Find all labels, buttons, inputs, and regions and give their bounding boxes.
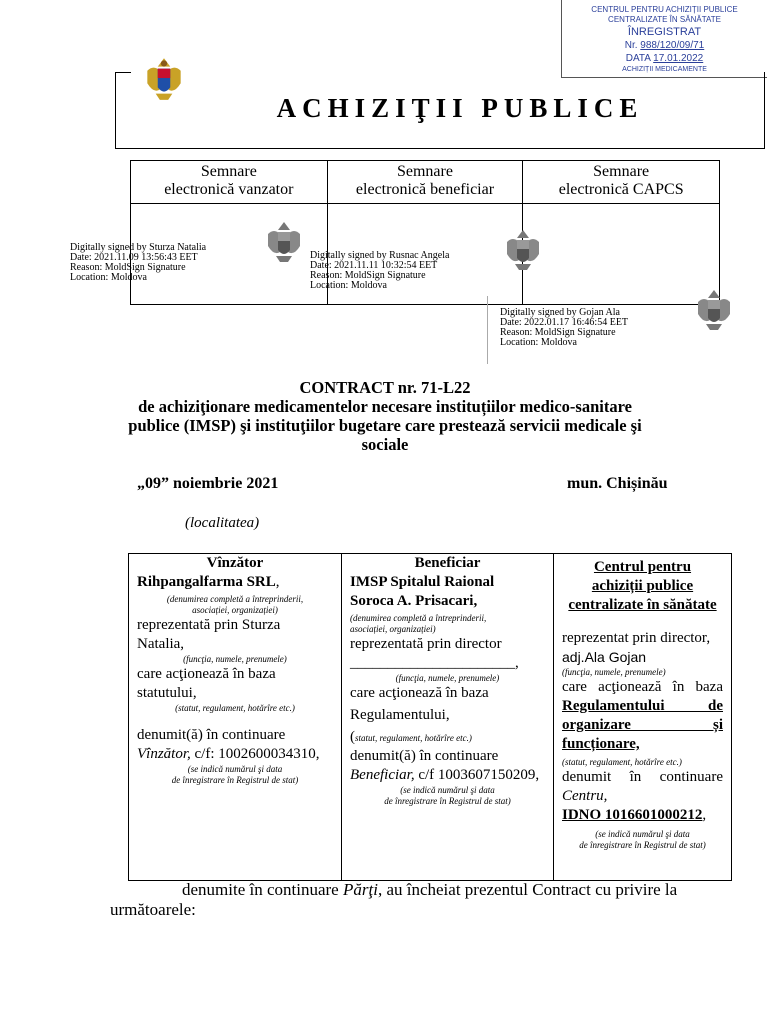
party-text: statutului,: [137, 685, 197, 701]
party-text: Natalia,: [137, 636, 185, 652]
sig-line: Digitally signed by Gojan Ala: [500, 307, 620, 318]
parties-table: [128, 553, 732, 881]
party-beneficiar: [341, 554, 553, 880]
digital-signature-capcs: [500, 308, 628, 348]
party-text: reprezentată prin director: [350, 636, 502, 652]
contract-title: CONTRACT nr. 71-L22: [299, 378, 471, 397]
party-text: organizare și: [562, 717, 723, 733]
sig-line: Date: 2022.01.17 16:46:54 EET: [500, 317, 629, 328]
party-heading: Centrul pentru: [593, 559, 692, 575]
party-note: (funcţia, numele, prenumele): [395, 673, 500, 683]
party-note: (funcţia, numele, prenumele): [183, 654, 287, 664]
party-name: Rihpangalfarma SRL,: [137, 574, 280, 590]
sig-line: Digitally signed by Rusnac Angela: [310, 250, 450, 261]
party-text: Regulamentului de: [562, 698, 723, 714]
contract-subtitle: de achiziţionare medicamentelor necesare instituțiilor medico-sanitare: [138, 397, 632, 416]
sig-col-label: Semnare: [200, 163, 257, 180]
signature-seal-icon: [503, 224, 543, 272]
party-note: (statut, regulament, hotărîre etc.): [175, 703, 295, 713]
sig-line: Date: 2021.11.11 10:32:54 EET: [310, 260, 438, 271]
signature-seal-icon: [264, 216, 304, 264]
sig-col-label: electronică vanzator: [164, 181, 294, 198]
contract-heading: [110, 378, 660, 454]
sig-col-label: electronică CAPCS: [558, 181, 684, 198]
party-text: reprezentat prin director,: [562, 630, 711, 646]
contract-city: mun. Chișinău: [567, 475, 668, 492]
party-name: Soroca A. Prisacari,: [350, 593, 478, 609]
sig-line: Reason: MoldSign Signature: [500, 327, 616, 338]
party-heading: Vînzător: [206, 555, 264, 571]
party-note: (funcţia, numele, prenumele): [562, 667, 666, 677]
party-idno: IDNO 1016601000212,: [562, 807, 707, 823]
party-centru: [553, 554, 731, 880]
party-note: de înregistrare în Registrul de stat): [579, 840, 706, 850]
party-text: care acţionează în baza: [137, 666, 276, 682]
stamp-date: [562, 52, 767, 65]
party-note: (statut, regulament, hotărîre etc.): [562, 757, 682, 767]
stamp-date-value: 17.01.2022: [653, 53, 704, 64]
coat-of-arms-icon: [142, 52, 186, 102]
party-text: Regulamentului,: [350, 707, 450, 723]
page-title: ACHIZIŢII PUBLICE: [276, 93, 644, 123]
stamp-number-value: 988/120/09/71: [640, 40, 705, 51]
contract-date: „09” noiembrie 2021: [137, 475, 279, 492]
contract-subtitle: sociale: [361, 435, 409, 454]
sig-cell-capcs: [523, 204, 720, 305]
party-text: denumit în continuare: [562, 769, 723, 785]
party-heading: centralizate în sănătate: [568, 597, 717, 613]
party-vanzator: [129, 554, 341, 880]
digital-signature-vanzator: [70, 243, 206, 283]
closing-line: denumite în continuare Părţi, au încheiat prezentul Contract cu privire la: [182, 880, 678, 899]
party-text: care acţionează în baza: [562, 679, 723, 695]
registration-stamp: [561, 0, 767, 78]
sig-line: Location: Moldova: [70, 272, 147, 283]
sig-col-label: Semnare: [396, 163, 453, 180]
closing-line: următoarele:: [110, 900, 196, 919]
stamp-line-6: ACHIZIȚII MEDICAMENTE: [622, 66, 707, 73]
party-note-row: (statut, regulament, hotărîre etc.): [350, 729, 472, 745]
party-text: Centru,: [562, 788, 608, 804]
sig-col-label: Semnare: [593, 163, 650, 180]
party-note: asociației, organizației): [350, 624, 436, 634]
party-text: care acţionează în baza: [350, 685, 489, 701]
party-note: (se indică numărul şi data: [595, 829, 690, 839]
party-name: IMSP Spitalul Raional: [350, 574, 495, 590]
stamp-number: [562, 39, 767, 52]
stamp-date-label: DATA: [625, 53, 651, 64]
party-heading: Beneficiar: [414, 555, 481, 571]
digital-signature-beneficiar: [310, 251, 449, 291]
party-text: ______________________,: [350, 655, 519, 671]
party-heading: achiziții publice: [591, 578, 694, 594]
sig-line: Reason: MoldSign Signature: [310, 270, 426, 281]
party-text: Vînzător, c/f: 1002600034310,: [137, 746, 320, 762]
party-note: asociației, organizației): [192, 605, 278, 615]
party-text: reprezentată prin Sturza: [137, 617, 281, 633]
sig-line: Location: Moldova: [310, 280, 387, 291]
sig-line: Reason: MoldSign Signature: [70, 262, 186, 273]
party-note: (denumirea completă a întreprinderii,: [350, 613, 487, 623]
stamp-line-3: ÎNREGISTRAT: [627, 26, 702, 38]
party-text: funcționare,: [562, 736, 640, 752]
sig-line: Date: 2021.11.09 13:56:43 EET: [70, 252, 198, 263]
locality-note: (localitatea): [185, 515, 260, 531]
party-note: (se indică numărul şi data: [400, 785, 495, 795]
signature-divider: [487, 296, 488, 364]
stamp-number-label: Nr.: [624, 40, 638, 51]
signature-seal-icon: [694, 284, 734, 332]
party-note: (se indică numărul şi data: [187, 764, 283, 774]
party-note: de înregistrare în Registrul de stat): [171, 775, 299, 785]
party-text: denumit(ă) în continuare: [137, 727, 286, 743]
sig-col-capcs: [523, 161, 720, 204]
sig-col-vanzator: [131, 161, 328, 204]
closing-paragraph: [110, 880, 725, 920]
contract-subtitle: publice (IMSP) şi instituţiilor bugetare care prestează servicii medicale şi: [128, 416, 642, 435]
stamp-line-1: CENTRUL PENTRU ACHIZIȚII PUBLICE: [591, 5, 738, 14]
sig-col-label: electronică beneficiar: [355, 181, 495, 198]
sig-line: Location: Moldova: [500, 337, 577, 348]
party-text: Beneficiar, c/f 1003607150209,: [350, 767, 540, 783]
party-text: denumit(ă) în continuare: [350, 748, 499, 764]
sig-col-beneficiar: [327, 161, 523, 204]
party-text: adj.Ala Gojan: [562, 649, 647, 665]
party-note: (denumirea completă a întreprinderii,: [166, 594, 304, 604]
sig-line: Digitally signed by Sturza Natalia: [70, 242, 207, 253]
party-note: de înregistrare în Registrul de stat): [384, 796, 511, 806]
stamp-line-2: CENTRALIZATE ÎN SĂNĂTATE: [608, 15, 721, 24]
